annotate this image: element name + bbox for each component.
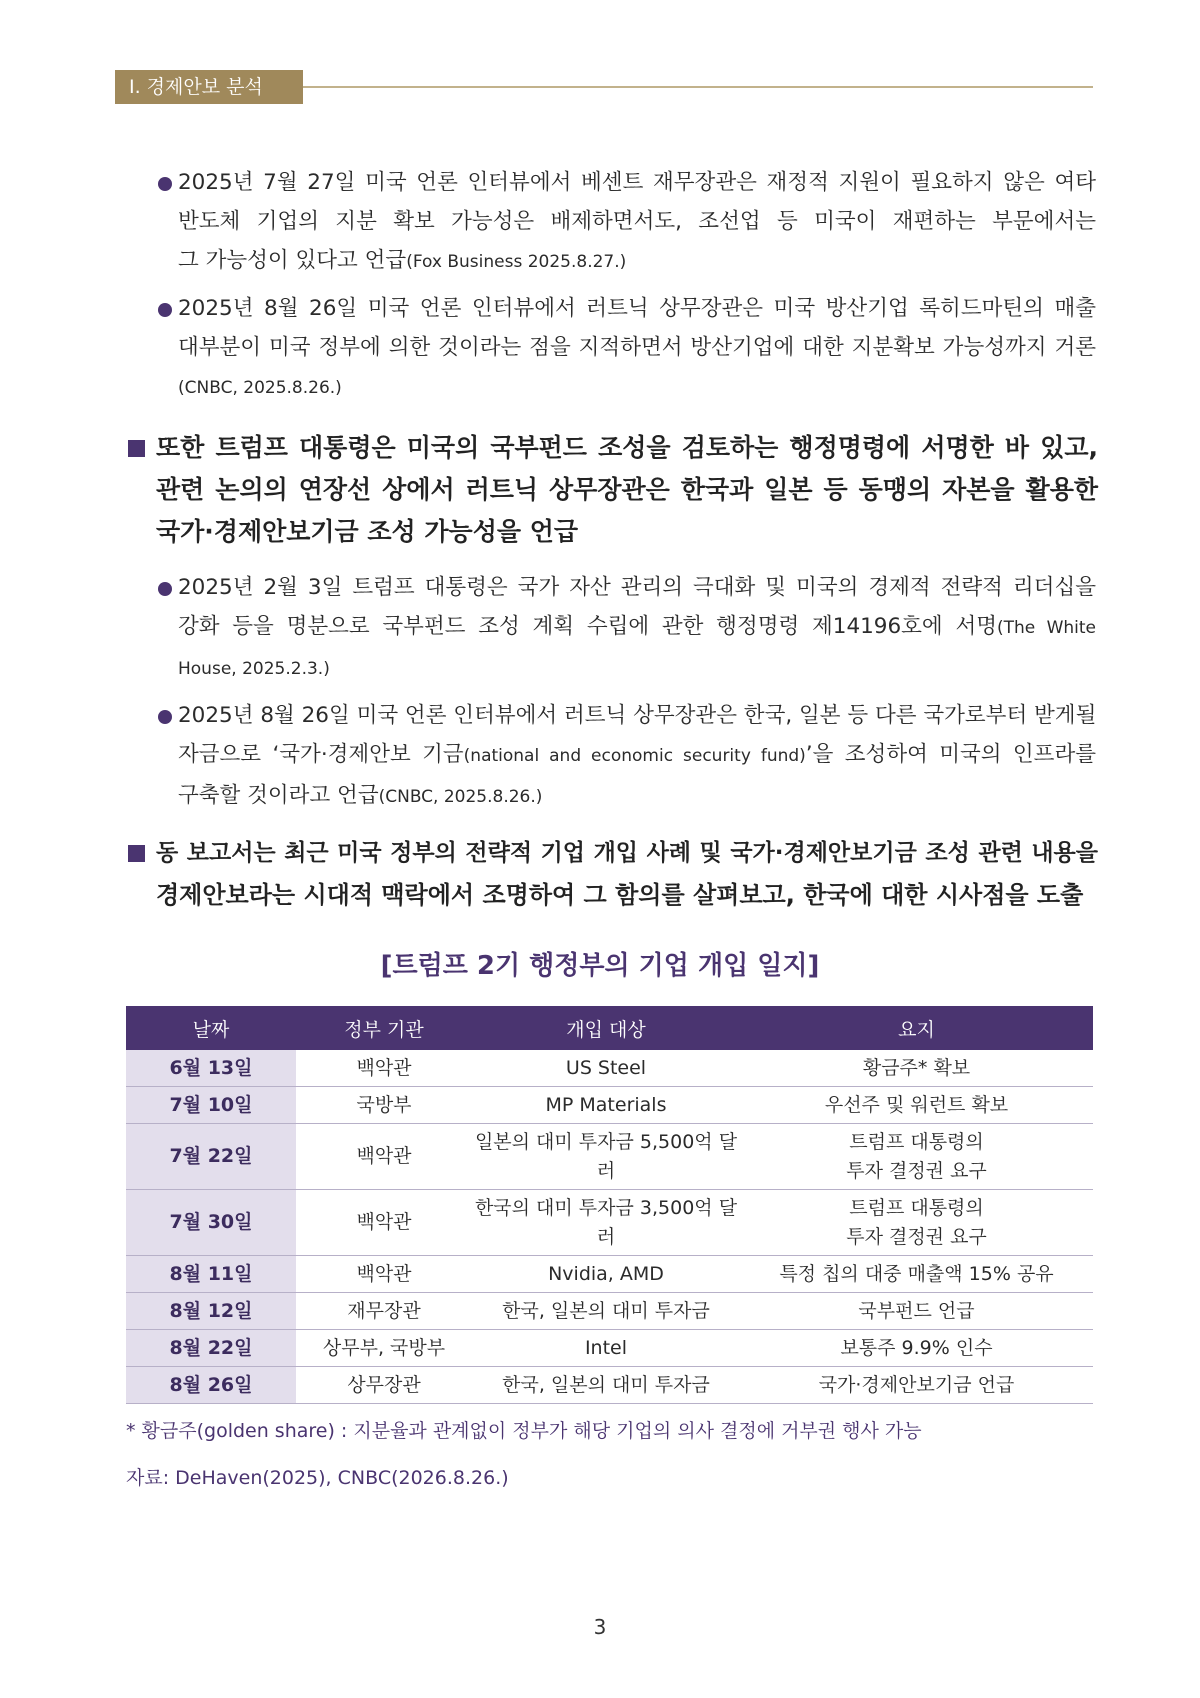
- column-header-gist: 요지: [740, 1006, 1093, 1050]
- header-divider: [303, 86, 1093, 88]
- table-row: [126, 1190, 1093, 1256]
- bullet-text: 구축할 것이라고 언급: [178, 783, 379, 808]
- citation: House, 2025.2.3.): [178, 659, 330, 679]
- cell-date: 7월 30일: [126, 1190, 296, 1256]
- bullet-dot: [158, 177, 172, 191]
- key-point: [128, 427, 1098, 553]
- key-point-text: 경제안보라는 시대적 맥락에서 조명하여 그 함의를 살펴보고, 한국에 대한 시사점을 도출: [156, 881, 1084, 909]
- bullet-item: [158, 163, 1096, 282]
- cell-agency: 상무장관: [296, 1367, 472, 1404]
- cell-gist: 보통주 9.9% 인수: [740, 1330, 1093, 1367]
- bullet-dot: [158, 582, 172, 596]
- bullet-dot: [158, 710, 172, 724]
- cell-agency: 백악관: [296, 1256, 472, 1293]
- cell-target: 한국, 일본의 대미 투자금: [472, 1293, 740, 1330]
- cell-gist-line: 투자 결정권 요구: [846, 1159, 987, 1182]
- table-row: [126, 1124, 1093, 1190]
- citation: (The White: [997, 618, 1097, 638]
- bullet-text: 반도체 기업의 지분 확보 가능성은 배제하면서도, 조선업 등 미국이 재편하는 부문에서는: [178, 209, 1096, 234]
- column-header-agency: 정부 기관: [296, 1006, 472, 1050]
- cell-date: 6월 13일: [126, 1050, 296, 1087]
- cell-target: 일본의 대미 투자금 5,500억 달러: [472, 1124, 740, 1190]
- table-row: [126, 1367, 1093, 1404]
- section-header: [115, 70, 1093, 104]
- table-row: [126, 1256, 1093, 1293]
- cell-date: 8월 11일: [126, 1256, 296, 1293]
- cell-agency: 백악관: [296, 1190, 472, 1256]
- key-point-text: 국가·경제안보기금 조성 가능성을 언급: [156, 517, 579, 546]
- table-row: [126, 1330, 1093, 1367]
- bullet-text: 대부분이 미국 정부에 의한 것이라는 점을 지적하면서 방산기업에 대한 지분확보 가능성까지 거론: [178, 335, 1096, 360]
- cell-target: 한국, 일본의 대미 투자금: [472, 1367, 740, 1404]
- cell-gist: [740, 1190, 1093, 1256]
- cell-date: 7월 10일: [126, 1087, 296, 1124]
- cell-gist-line: 트럼프 대통령의: [849, 1196, 984, 1219]
- citation: (CNBC, 2025.8.26.): [178, 378, 342, 398]
- bullet-item: [158, 696, 1096, 817]
- cell-gist: 국부펀드 언급: [740, 1293, 1093, 1330]
- table-row: [126, 1087, 1093, 1124]
- cell-target: MP Materials: [472, 1087, 740, 1124]
- cell-target: US Steel: [472, 1050, 740, 1087]
- page-number: 3: [593, 1615, 607, 1639]
- cell-agency: 백악관: [296, 1124, 472, 1190]
- key-point-text: 관련 논의의 연장선 상에서 러트닉 상무장관은 한국과 일본 등 동맹의 자본을 활용한: [156, 475, 1098, 504]
- cell-target: Intel: [472, 1330, 740, 1367]
- cell-gist: 우선주 및 워런트 확보: [740, 1087, 1093, 1124]
- bullet-item: [158, 289, 1096, 408]
- footnote: * 황금주(golden share) : 지분율과 관계없이 정부가 해당 기업의 의사 결정에 거부권 행사 가능: [126, 1420, 922, 1442]
- cell-date: 8월 12일: [126, 1293, 296, 1330]
- citation: (national and economic security fund): [463, 746, 806, 766]
- bullet-item: [158, 568, 1096, 689]
- column-header-date: 날짜: [126, 1006, 296, 1050]
- bullet-text: 자금으로 ‘국가·경제안보 기금: [178, 742, 464, 767]
- cell-gist-line: 투자 결정권 요구: [846, 1225, 987, 1248]
- cell-target: 한국의 대미 투자금 3,500억 달러: [472, 1190, 740, 1256]
- bullet-text: 2025년 8월 26일 미국 언론 인터뷰에서 러트닉 상무장관은 한국, 일본 등 다른 국가로부터 받게될: [178, 703, 1097, 728]
- cell-gist: [740, 1124, 1093, 1190]
- column-header-target: 개입 대상: [472, 1006, 740, 1050]
- bullet-text: 그 가능성이 있다고 언급: [178, 248, 407, 273]
- key-point-text: 또한 트럼프 대통령은 미국의 국부펀드 조성을 검토하는 행정명령에 서명한 바 있고,: [156, 433, 1098, 462]
- cell-gist: 황금주* 확보: [740, 1050, 1093, 1087]
- table-header-row: [126, 1006, 1093, 1050]
- cell-target: Nvidia, AMD: [472, 1256, 740, 1293]
- citation: (CNBC, 2025.8.26.): [378, 787, 543, 807]
- table-row: [126, 1050, 1093, 1087]
- cell-gist-line: 트럼프 대통령의: [849, 1130, 984, 1153]
- bullet-text: 2025년 7월 27일 미국 언론 인터뷰에서 베센트 재무장관은 재정적 지원이 필요하지 않은 여타: [178, 170, 1096, 195]
- table-title: [트럼프 2기 행정부의 기업 개입 일지]: [380, 951, 820, 981]
- bullet-text: 강화 등을 명분으로 국부펀드 조성 계획 수립에 관한 행정명령 제14196호에 서명: [178, 614, 997, 639]
- source-note: 자료: DeHaven(2025), CNBC(2026.8.26.): [126, 1467, 509, 1489]
- cell-date: 8월 22일: [126, 1330, 296, 1367]
- cell-agency: 재무장관: [296, 1293, 472, 1330]
- cell-date: 8월 26일: [126, 1367, 296, 1404]
- bullet-text: ’을 조성하여 미국의 인프라를: [805, 742, 1096, 767]
- intervention-table: [126, 1006, 1093, 1404]
- square-bullet: [128, 440, 145, 457]
- bullet-text: 2025년 8월 26일 미국 언론 인터뷰에서 러트닉 상무장관은 미국 방산기업 록히드마틴의 매출: [178, 296, 1096, 321]
- bullet-text: 2025년 2월 3일 트럼프 대통령은 국가 자산 관리의 극대화 및 미국의 경제적 전략적 리더십을: [178, 575, 1096, 600]
- cell-gist: 특정 칩의 대중 매출액 15% 공유: [740, 1256, 1093, 1293]
- section-tab: Ⅰ. 경제안보 분석: [115, 70, 303, 104]
- cell-agency: 국방부: [296, 1087, 472, 1124]
- cell-agency: 백악관: [296, 1050, 472, 1087]
- bullet-dot: [158, 303, 172, 317]
- citation: (Fox Business 2025.8.27.): [406, 252, 627, 272]
- square-bullet: [128, 845, 145, 862]
- key-point: [128, 832, 1098, 916]
- key-point-text: 동 보고서는 최근 미국 정부의 전략적 기업 개입 사례 및 국가·경제안보기금 조성 관련 내용을: [156, 840, 1098, 866]
- table-row: [126, 1293, 1093, 1330]
- cell-gist: 국가·경제안보기금 언급: [740, 1367, 1093, 1404]
- cell-agency: 상무부, 국방부: [296, 1330, 472, 1367]
- cell-date: 7월 22일: [126, 1124, 296, 1190]
